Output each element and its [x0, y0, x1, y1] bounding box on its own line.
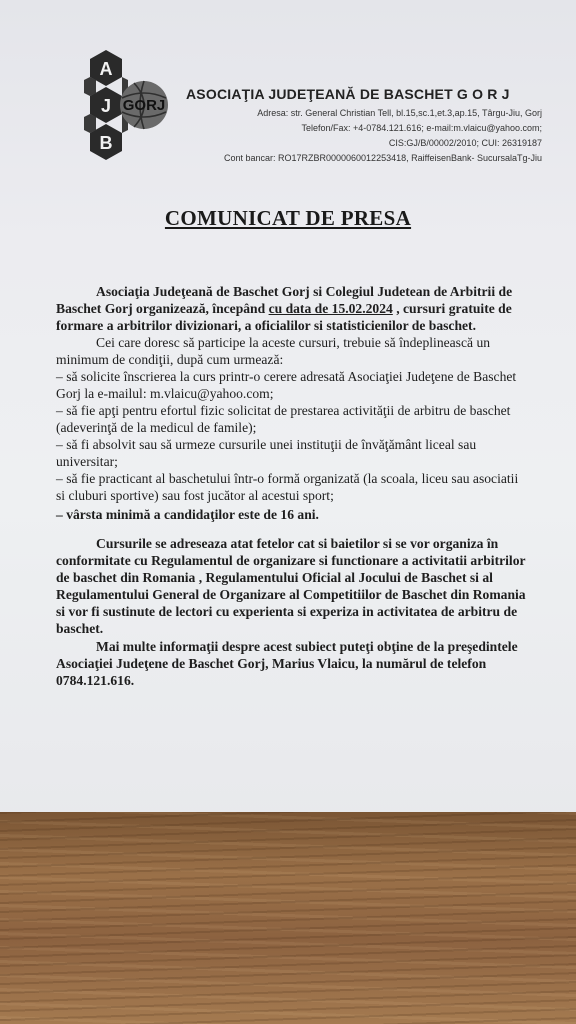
courses-paragraph: [56, 535, 526, 637]
header-bank-account: Cont bancar: RO17RZBR0000060012253418, RaiffeisenBank- SucursalaTg-Jiu: [223, 153, 542, 163]
condition-item: – să fi absolvit sau să urmeze cursurile unei instituţii de învăţământ liceal sau universitar;: [56, 437, 477, 469]
contact-paragraph: [56, 638, 526, 689]
logo-letter-a: A: [99, 59, 113, 79]
minimum-age: – vârsta minimă a candidaţilor este de 16 ani.: [56, 507, 319, 522]
condition-item: – să solicite înscrierea la curs printr-o cerere adresată Asociaţiei Judeţene de Baschet Gorj la e-mailul: m.vlaicu@yahoo.com;: [56, 369, 517, 401]
header-address: Adresa: str. General Christian Tell, bl.15,sc.1,et.3,ap.15, Târgu-Jiu, Gorj: [257, 108, 542, 118]
logo-word-gorj: GORJ: [122, 97, 166, 114]
intro-date: cu data de 15.02.2024: [268, 301, 393, 316]
header-contact: Telefon/Fax: +4-0784.121.616; e-mail:m.vlaicu@yahoo.com;: [301, 123, 542, 133]
logo-letter-j: J: [100, 96, 112, 116]
intro-paragraph: [56, 283, 526, 334]
condition-item: – să fie practicant al baschetului într-o formă organizată (la scoala, liceu sau asociatii si cluburi sportive) sau fost jucător al acestui sport;: [56, 471, 519, 503]
intro-tail: , cursuri gratuite de formare a arbitrilor divizionari, a oficialilor si statisticienilor de baschet.: [56, 301, 512, 333]
ajb-gorj-logo: [78, 48, 170, 163]
intro-lead: Asociaţia Judeţeană de Baschet Gorj si Colegiul Judetean de Arbitrii de Baschet Gorj organizează, începând: [56, 284, 513, 316]
organization-name: ASOCIAŢIA JUDEŢEANĂ DE BASCHET G O R J: [186, 86, 510, 102]
conditions-section: [56, 334, 526, 504]
wooden-desk-background: [0, 812, 576, 1024]
courses-text: Cursurile se adreseaza atat fetelor cat si baietilor si se vor organiza în conformitate cu Regulamentul de organizare si functionare a activitatii arbitrilor de baschet din Romania , Regulamentului Oficial al Jocului de Baschet si al Regulamentului General de Organizare al Competitiilor de Baschet din Romania si vor fi sustinute de lectori cu experienta si experiza in activitatea de arbitru de baschet.: [56, 536, 526, 636]
contact-text: Mai multe informaţii despre acest subiect puteţi obţine de la preşedintele Asociaţiei Judeţene de Baschet Gorj, Marius Vlaicu, la numărul de telefon 0784.121.616.: [56, 639, 518, 688]
header-registration-ids: CIS:GJ/B/00002/2010; CUI: 26319187: [388, 138, 542, 148]
conditions-intro: Cei care doresc să participe la aceste cursuri, trebuie să îndeplinească un minimum de condiţii, după cum urmează:: [56, 335, 491, 367]
logo-letter-b: B: [99, 133, 113, 153]
document-title: COMUNICAT DE PRESA: [164, 206, 412, 230]
condition-item: – să fie apţi pentru efortul fizic solicitat de prestarea activităţii de arbitru de baschet (adeverinţă de la medicul de famile);: [56, 403, 511, 435]
